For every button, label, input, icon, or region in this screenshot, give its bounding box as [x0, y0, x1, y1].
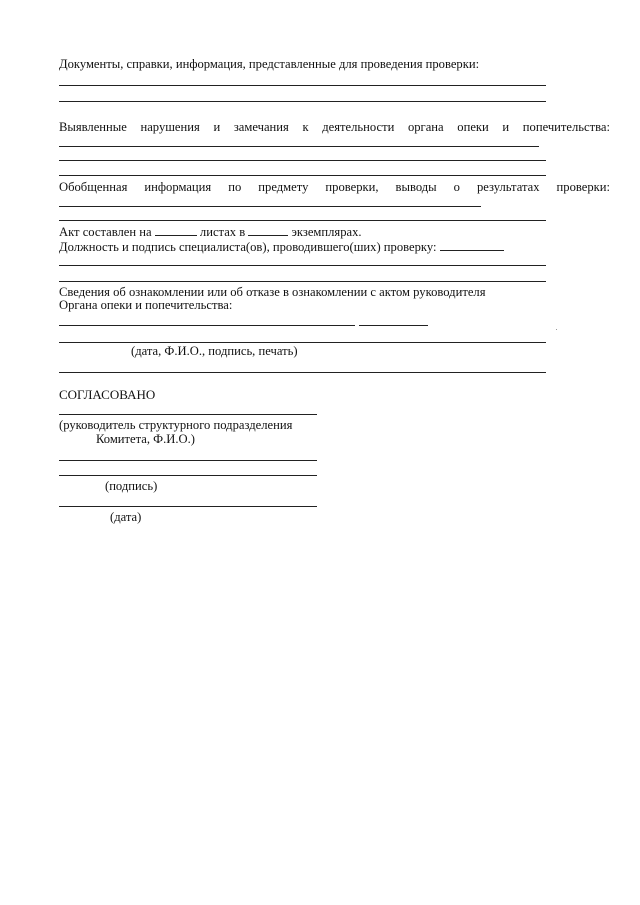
copies-count-field[interactable]: [248, 224, 288, 236]
acquaintance-line-a: [59, 325, 355, 326]
position-line-1: [59, 265, 546, 266]
violations-heading: Выявленные нарушения и замечания к деятельности органа опеки и попечительства:: [59, 120, 610, 134]
acquaintance-line-1: Сведения об ознакомлении или об отказе в ознакомлении с актом руководителя: [59, 285, 486, 299]
approval-head-line-2: Комитета, Ф.И.О.): [96, 432, 195, 446]
approval-date-label: (дата): [110, 510, 142, 524]
acquaintance-line-c: [59, 342, 546, 343]
approval-head-line: [59, 414, 317, 415]
position-statement: [59, 239, 504, 254]
approval-head-line-1: (руководитель структурного подразделения: [59, 418, 293, 432]
acquaintance-line-2: Органа опеки и попечительства:: [59, 298, 233, 312]
summary-heading: Обобщенная информация по предмету проверки, выводы о результатах проверки:: [59, 180, 610, 194]
inspector-signature-field[interactable]: [440, 239, 504, 251]
act-suffix: экземплярах.: [291, 225, 362, 239]
summary-line-1: [59, 206, 481, 207]
documents-line-1: [59, 85, 546, 86]
act-middle: листах в: [199, 225, 246, 239]
violations-line-1: [59, 146, 539, 147]
documents-line-2: [59, 101, 546, 102]
violations-line-3: [59, 175, 546, 176]
approval-title: СОГЛАСОВАНО: [59, 387, 156, 402]
act-statement: [59, 224, 362, 239]
approval-signature-line-1: [59, 460, 317, 461]
approval-signature-line-2: [59, 475, 317, 476]
violations-line-2: [59, 160, 546, 161]
approval-signature-label: (подпись): [105, 479, 158, 493]
act-prefix: Акт составлен на: [59, 225, 152, 239]
documents-heading: Документы, справки, информация, представленные для проведения проверки:: [59, 57, 480, 71]
approval-date-line: [59, 506, 317, 507]
position-label: Должность и подпись специалиста(ов), проводившего(ших) проверку:: [59, 240, 437, 254]
position-line-2: [59, 281, 546, 282]
scan-dot: [556, 329, 557, 330]
summary-line-2: [59, 220, 546, 221]
sheets-count-field[interactable]: [155, 224, 197, 236]
acquaintance-line-b: [359, 325, 428, 326]
acquaintance-line-d: [59, 372, 546, 373]
acquaintance-caption: (дата, Ф.И.О., подпись, печать): [131, 344, 298, 358]
